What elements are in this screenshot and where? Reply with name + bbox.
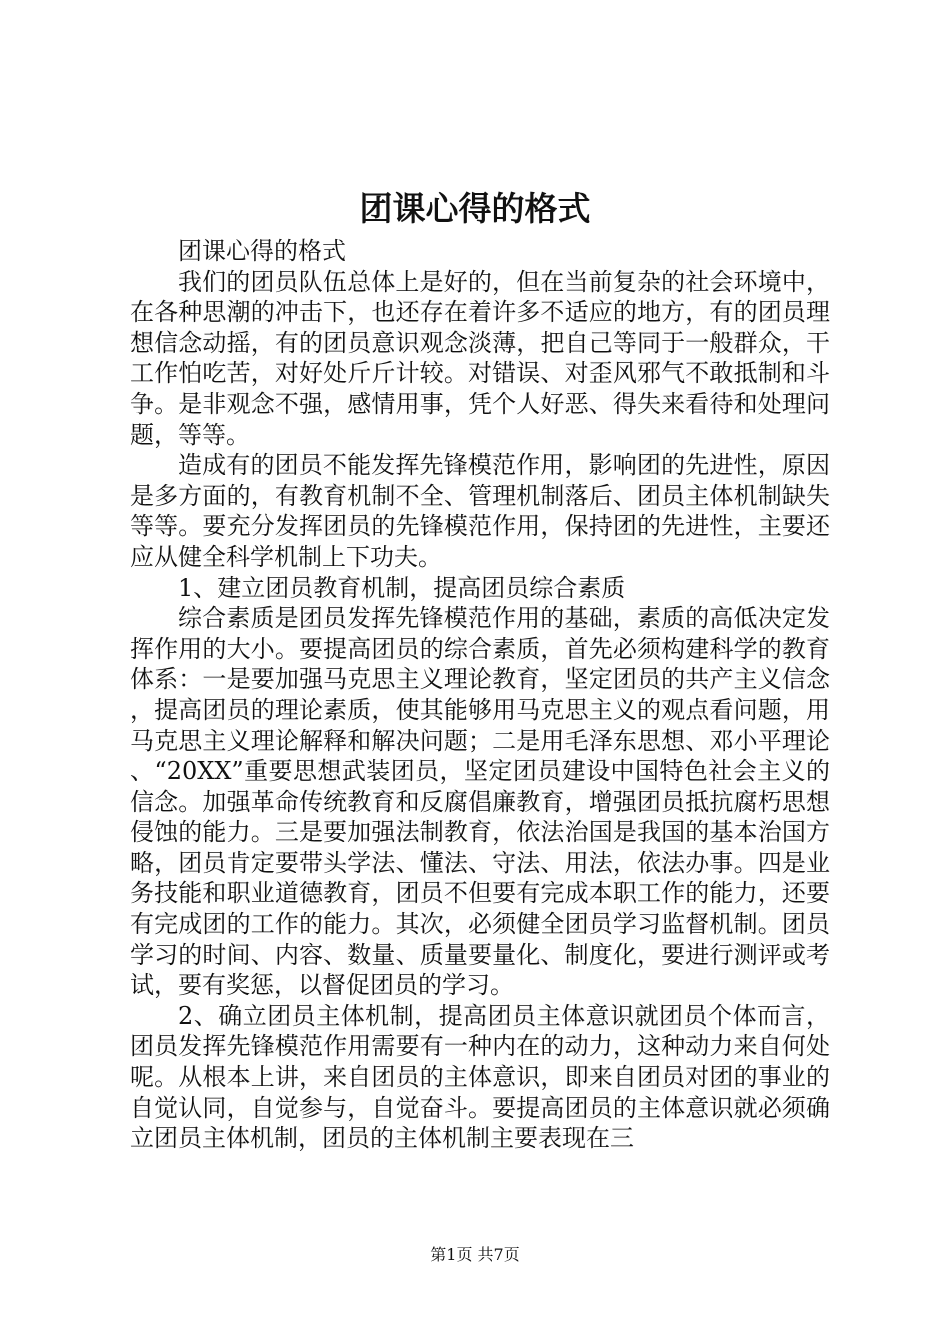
section-heading-1: 1、建立团员教育机制，提高团员综合素质 — [178, 573, 626, 602]
paragraph-3: 综合素质是团员发挥先锋模范作用的基础，素质的高低决定发挥作用的大小。要提高团员的综合素质，首先必须构建科学的教育体系：一是要加强马克思主义理论教育，坚定团员的共产主义信念，提高团员的理论素质，使其能够用马克思主义的观点看问题，用马克思主义理论解释和解决问题；二是用毛泽东思想、邓小平理论、“20XX”重要思想武装团员，坚定团员建设中国特色社会主义的信念。加强革命传统教育和反腐倡廉教育，增强团员抵抗腐朽思想侵蚀的能力。三是要加强法制教育，依法治国是我国的基本治国方略，团员肯定要带头学法、懂法、守法、用法，依法办事。四是业务技能和职业道德教育，团员不但要有完成本职工作的能力，还要有完成团的工作的能力。其次，必须健全团员学习监督机制。团员学习的时间、内容、数量、质量要量化、制度化，要进行测评或考试，要有奖惩，以督促团员的学习。 — [130, 604, 830, 1000]
paragraph-subtitle: 团课心得的格式 — [178, 237, 346, 265]
document-title: 团课心得的格式 — [359, 189, 591, 228]
paragraph-2: 造成有的团员不能发挥先锋模范作用，影响团的先进性，原因是多方面的，有教育机制不全、管理机制落后、团员主体机制缺失等等。要充分发挥团员的先锋模范作用，保持团的先进性，主要还应从健全科学机制上下功夫。 — [130, 451, 830, 571]
section-heading-2: 2、确立团员主体机制，提高团员主体意识就团员个体而言，团员发挥先锋模范作用需要有一种内在的动力，这种动力来自何处呢。从根本上讲，来自团员的主体意识，即来自团员对团的事业的自觉认同，自觉参与，自觉奋斗。要提高团员的主体意识就必须确立团员主体机制，团员的主体机制主要表现在三 — [130, 1001, 830, 1153]
paragraph-1: 我们的团员队伍总体上是好的，但在当前复杂的社会环境中，在各种思潮的冲击下，也还存在着许多不适应的地方，有的团员理想信念动摇，有的团员意识观念淡薄，把自己等同于一般群众，干工作怕吃苦，对好处斤斤计较。对错误、对歪风邪气不敢抵制和斗争。是非观念不强，感情用事，凭个人好恶、得失来看待和处理问题，等等。 — [130, 267, 830, 449]
document-body — [130, 236, 830, 1154]
page-footer: 第1页 共7页 — [430, 1245, 520, 1264]
